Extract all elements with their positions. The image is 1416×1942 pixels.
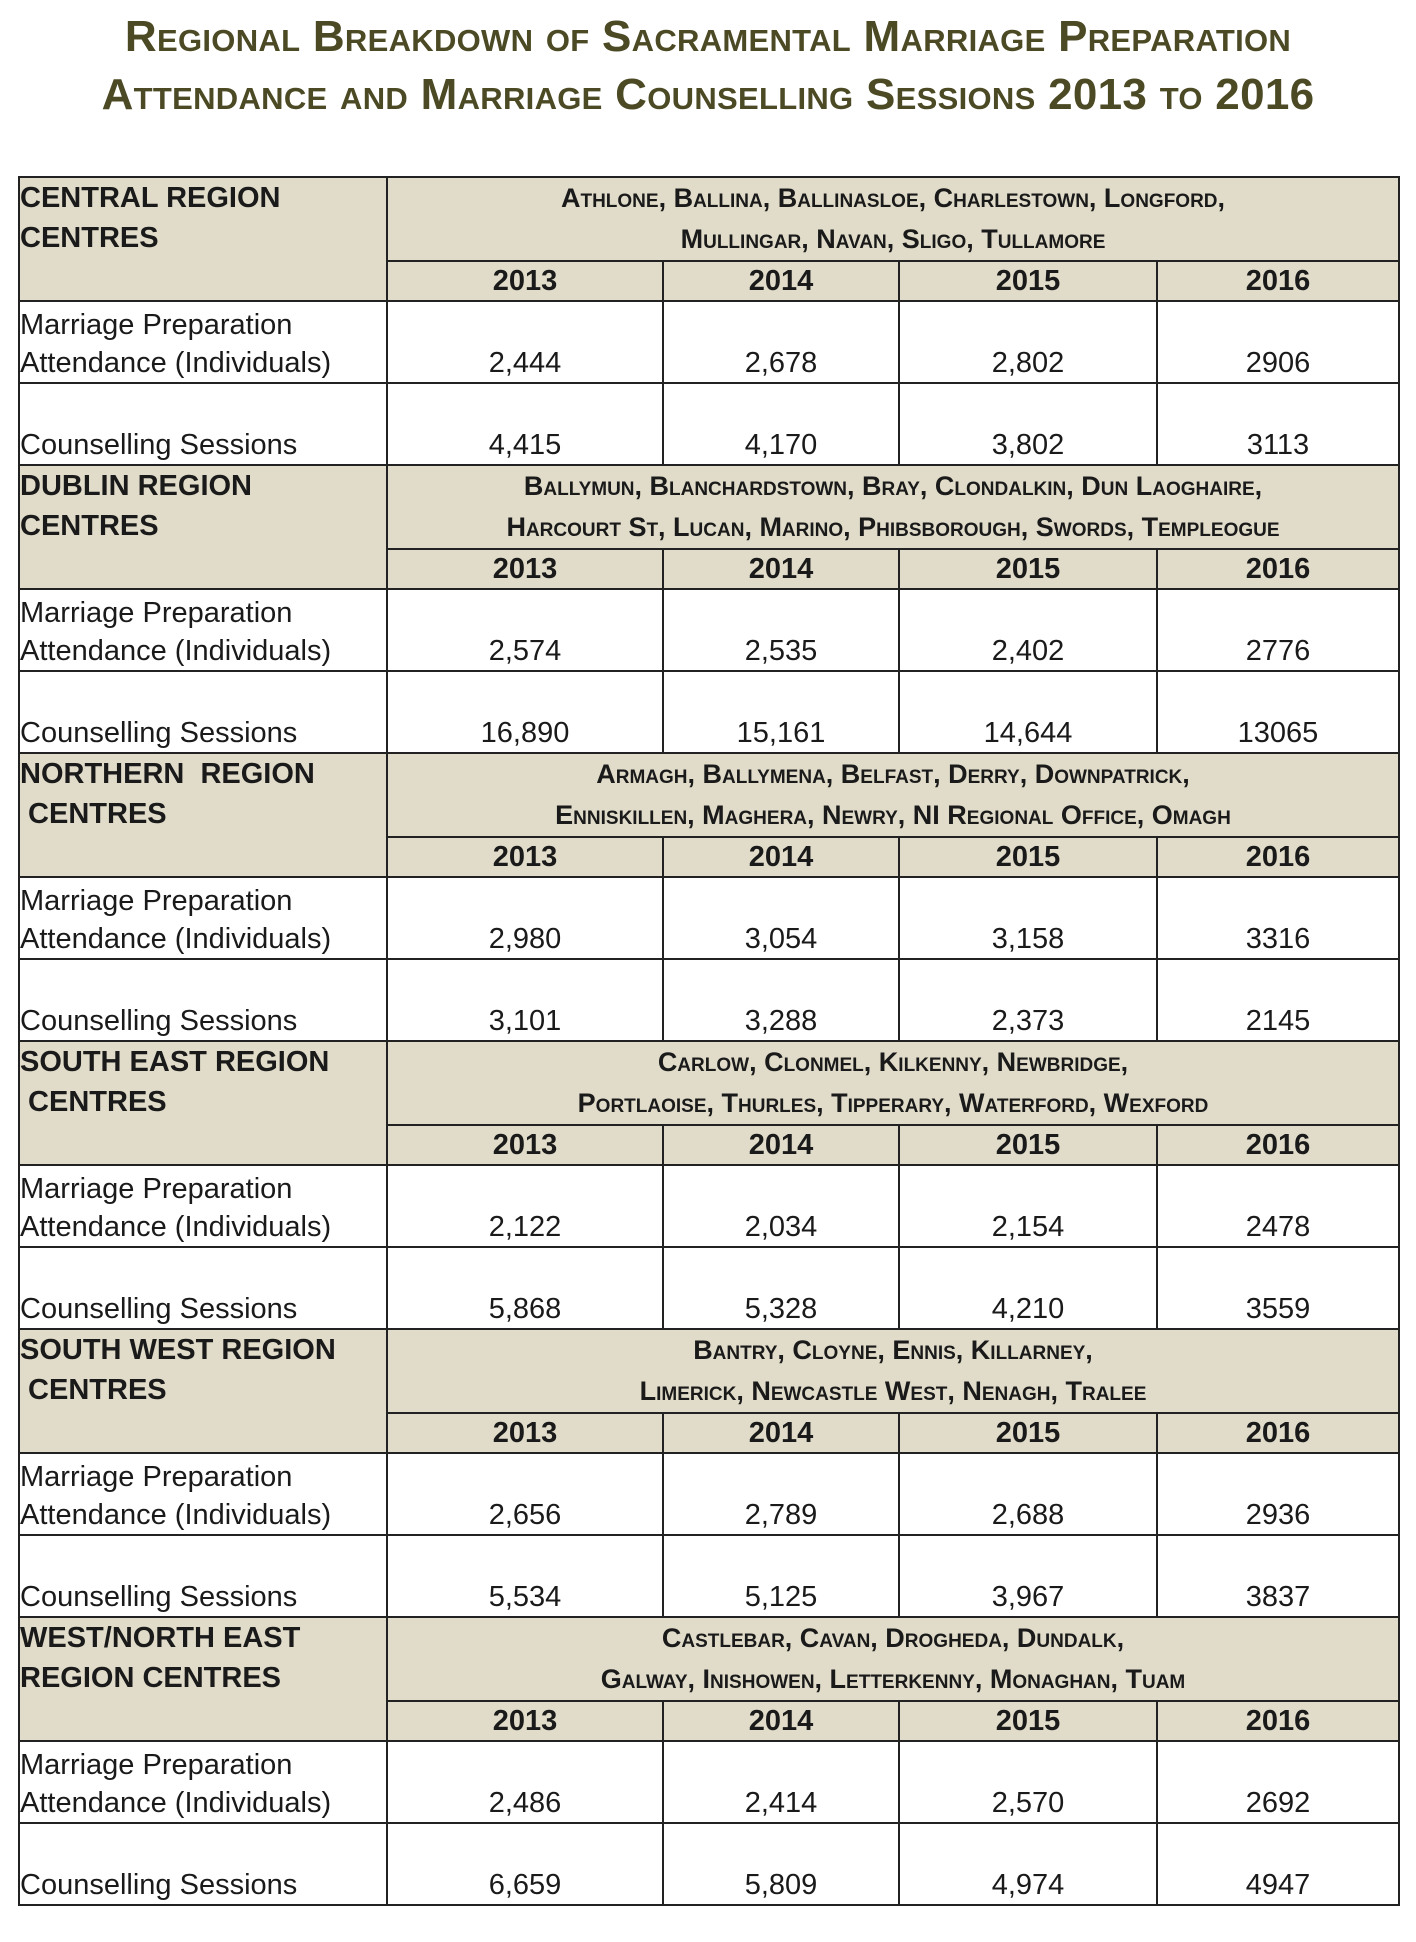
region-name-cell [19, 1041, 387, 1165]
centres-line-1: Castlebar, Cavan, Drogheda, Dundalk, [661, 1623, 1125, 1653]
value-cell: 2,034 [663, 1165, 899, 1247]
row-label-line-1: Marriage Preparation [20, 309, 293, 341]
region-name-cell [19, 1617, 387, 1741]
counselling-sessions-row [19, 671, 1399, 753]
marriage-preparation-row [19, 301, 1399, 383]
value-cell: 2,574 [387, 589, 663, 671]
year-header-cell: 2015 [899, 549, 1157, 589]
row-label-line-1: Marriage Preparation [20, 597, 293, 629]
value-cell: 3,288 [663, 959, 899, 1041]
region-header-row [19, 753, 1399, 837]
value-cell: 3113 [1157, 383, 1399, 465]
value-cell: 5,125 [663, 1535, 899, 1617]
row-label-line-2: Attendance (Individuals) [20, 635, 332, 667]
region-name-cell [19, 465, 387, 589]
value-cell: 2,535 [663, 589, 899, 671]
value-cell: 3,967 [899, 1535, 1157, 1617]
value-cell: 2776 [1157, 589, 1399, 671]
year-header-cell: 2013 [387, 261, 663, 301]
counselling-sessions-row [19, 959, 1399, 1041]
centres-line-1: Ballymun, Blanchardstown, Bray, Clondalkin, Dun Laoghaire, [523, 471, 1263, 501]
centres-line-2: Galway, Inishowen, Letterkenny, Monaghan, Tuam [600, 1664, 1186, 1694]
marriage-preparation-row [19, 1741, 1399, 1823]
value-cell: 15,161 [663, 671, 899, 753]
row-label-counselling-sessions: Counselling Sessions [19, 671, 387, 753]
year-header-cell: 2013 [387, 1701, 663, 1741]
region-header-row [19, 1041, 1399, 1125]
region-name-line-1: SOUTH WEST REGION [20, 1334, 336, 1366]
region-header-row [19, 1617, 1399, 1701]
region-name-line-2: CENTRES [20, 222, 159, 254]
value-cell: 2145 [1157, 959, 1399, 1041]
row-label-marriage-preparation [19, 589, 387, 671]
counselling-sessions-row [19, 383, 1399, 465]
row-label-marriage-preparation [19, 877, 387, 959]
region-centres-cell [387, 465, 1399, 549]
centres-line-1: Carlow, Clonmel, Kilkenny, Newbridge, [657, 1047, 1129, 1077]
centres-line-2: Enniskillen, Maghera, Newry, NI Regional Office, Omagh [555, 800, 1231, 830]
region-centres-cell [387, 1329, 1399, 1413]
value-cell: 2,486 [387, 1741, 663, 1823]
value-cell: 2,656 [387, 1453, 663, 1535]
value-cell: 4,210 [899, 1247, 1157, 1329]
value-cell: 2,688 [899, 1453, 1157, 1535]
value-cell: 3316 [1157, 877, 1399, 959]
region-name-line-2: CENTRES [20, 1374, 167, 1406]
marriage-preparation-row [19, 877, 1399, 959]
value-cell: 14,644 [899, 671, 1157, 753]
year-header-cell: 2014 [663, 549, 899, 589]
year-header-cell: 2014 [663, 1125, 899, 1165]
year-header-cell: 2015 [899, 1701, 1157, 1741]
region-header-row [19, 465, 1399, 549]
value-cell: 2,570 [899, 1741, 1157, 1823]
value-cell: 3,802 [899, 383, 1157, 465]
counselling-sessions-row [19, 1823, 1399, 1905]
centres-line-2: Harcourt St, Lucan, Marino, Phibsborough, Swords, Templeogue [506, 512, 1280, 542]
centres-line-1: Armagh, Ballymena, Belfast, Derry, Downpatrick, [596, 759, 1190, 789]
value-cell: 13065 [1157, 671, 1399, 753]
year-header-cell: 2013 [387, 1125, 663, 1165]
value-cell: 2,402 [899, 589, 1157, 671]
region-name-line-2: CENTRES [20, 510, 159, 542]
centres-line-1: Athlone, Ballina, Ballinasloe, Charlestown, Longford, [560, 183, 1226, 213]
region-name-line-1: SOUTH EAST REGION [20, 1046, 330, 1078]
value-cell: 2,373 [899, 959, 1157, 1041]
region-name-cell [19, 1329, 387, 1453]
year-header-cell: 2014 [663, 837, 899, 877]
centres-line-2: Mullingar, Navan, Sligo, Tullamore [680, 224, 1106, 254]
region-name-line-2: CENTRES [20, 798, 167, 830]
centres-line-2: Limerick, Newcastle West, Nenagh, Tralee [639, 1376, 1147, 1406]
row-label-counselling-sessions: Counselling Sessions [19, 1247, 387, 1329]
row-label-line-2: Attendance (Individuals) [20, 1211, 332, 1243]
year-header-cell: 2013 [387, 1413, 663, 1453]
region-name-line-1: NORTHERN REGION [20, 758, 315, 790]
region-centres-cell [387, 1041, 1399, 1125]
region-name-line-1: CENTRAL REGION [20, 182, 281, 214]
centres-line-2: Portlaoise, Thurles, Tipperary, Waterford, Wexford [577, 1088, 1209, 1118]
region-name-cell [19, 753, 387, 877]
region-centres-cell [387, 177, 1399, 261]
region-centres-cell [387, 753, 1399, 837]
value-cell: 2,154 [899, 1165, 1157, 1247]
value-cell: 5,868 [387, 1247, 663, 1329]
table-body [19, 177, 1399, 1905]
year-header-cell: 2016 [1157, 549, 1399, 589]
year-header-cell: 2016 [1157, 1701, 1399, 1741]
value-cell: 2,789 [663, 1453, 899, 1535]
value-cell: 4,415 [387, 383, 663, 465]
row-label-line-2: Attendance (Individuals) [20, 923, 332, 955]
marriage-preparation-row [19, 1165, 1399, 1247]
row-label-counselling-sessions: Counselling Sessions [19, 383, 387, 465]
year-header-cell: 2015 [899, 837, 1157, 877]
value-cell: 5,809 [663, 1823, 899, 1905]
region-name-line-1: WEST/NORTH EAST [20, 1622, 301, 1654]
value-cell: 4947 [1157, 1823, 1399, 1905]
value-cell: 5,328 [663, 1247, 899, 1329]
row-label-line-2: Attendance (Individuals) [20, 1499, 332, 1531]
value-cell: 2478 [1157, 1165, 1399, 1247]
value-cell: 2,444 [387, 301, 663, 383]
value-cell: 2,980 [387, 877, 663, 959]
counselling-sessions-row [19, 1535, 1399, 1617]
value-cell: 3,054 [663, 877, 899, 959]
value-cell: 2,414 [663, 1741, 899, 1823]
region-centres-cell [387, 1617, 1399, 1701]
value-cell: 2,122 [387, 1165, 663, 1247]
year-header-cell: 2014 [663, 1701, 899, 1741]
year-header-cell: 2015 [899, 1125, 1157, 1165]
row-label-marriage-preparation [19, 1453, 387, 1535]
year-header-cell: 2016 [1157, 1125, 1399, 1165]
value-cell: 4,170 [663, 383, 899, 465]
row-label-line-1: Marriage Preparation [20, 1173, 293, 1205]
counselling-sessions-row [19, 1247, 1399, 1329]
value-cell: 2906 [1157, 301, 1399, 383]
year-header-cell: 2013 [387, 837, 663, 877]
value-cell: 3,158 [899, 877, 1157, 959]
row-label-marriage-preparation [19, 301, 387, 383]
value-cell: 5,534 [387, 1535, 663, 1617]
value-cell: 3,101 [387, 959, 663, 1041]
region-name-line-2: CENTRES [20, 1086, 167, 1118]
row-label-counselling-sessions: Counselling Sessions [19, 959, 387, 1041]
value-cell: 3559 [1157, 1247, 1399, 1329]
row-label-counselling-sessions: Counselling Sessions [19, 1535, 387, 1617]
value-cell: 4,974 [899, 1823, 1157, 1905]
centres-line-1: Bantry, Cloyne, Ennis, Killarney, [693, 1335, 1093, 1365]
year-header-cell: 2014 [663, 1413, 899, 1453]
year-header-cell: 2015 [899, 1413, 1157, 1453]
marriage-preparation-row [19, 1453, 1399, 1535]
region-name-line-2: REGION CENTRES [20, 1662, 282, 1694]
marriage-preparation-row [19, 589, 1399, 671]
value-cell: 2936 [1157, 1453, 1399, 1535]
year-header-cell: 2016 [1157, 261, 1399, 301]
row-label-line-1: Marriage Preparation [20, 1461, 293, 1493]
row-label-line-2: Attendance (Individuals) [20, 347, 332, 379]
region-header-row [19, 1329, 1399, 1413]
year-header-cell: 2016 [1157, 837, 1399, 877]
regional-breakdown-table [18, 176, 1400, 1906]
year-header-cell: 2015 [899, 261, 1157, 301]
year-header-cell: 2014 [663, 261, 899, 301]
year-header-cell: 2013 [387, 549, 663, 589]
value-cell: 16,890 [387, 671, 663, 753]
row-label-line-1: Marriage Preparation [20, 1749, 293, 1781]
value-cell: 2,802 [899, 301, 1157, 383]
value-cell: 3837 [1157, 1535, 1399, 1617]
value-cell: 2,678 [663, 301, 899, 383]
value-cell: 6,659 [387, 1823, 663, 1905]
page-title-line-2: Attendance and Marriage Counselling Sessions 2013 to 2016 [101, 70, 1315, 119]
page-title [0, 8, 1416, 124]
region-header-row [19, 177, 1399, 261]
row-label-line-2: Attendance (Individuals) [20, 1787, 332, 1819]
row-label-marriage-preparation [19, 1165, 387, 1247]
row-label-marriage-preparation [19, 1741, 387, 1823]
value-cell: 2692 [1157, 1741, 1399, 1823]
year-header-cell: 2016 [1157, 1413, 1399, 1453]
region-name-cell [19, 177, 387, 301]
row-label-line-1: Marriage Preparation [20, 885, 293, 917]
page-title-line-1: Regional Breakdown of Sacramental Marriage Preparation [124, 12, 1292, 61]
row-label-counselling-sessions: Counselling Sessions [19, 1823, 387, 1905]
region-name-line-1: DUBLIN REGION [20, 470, 252, 502]
